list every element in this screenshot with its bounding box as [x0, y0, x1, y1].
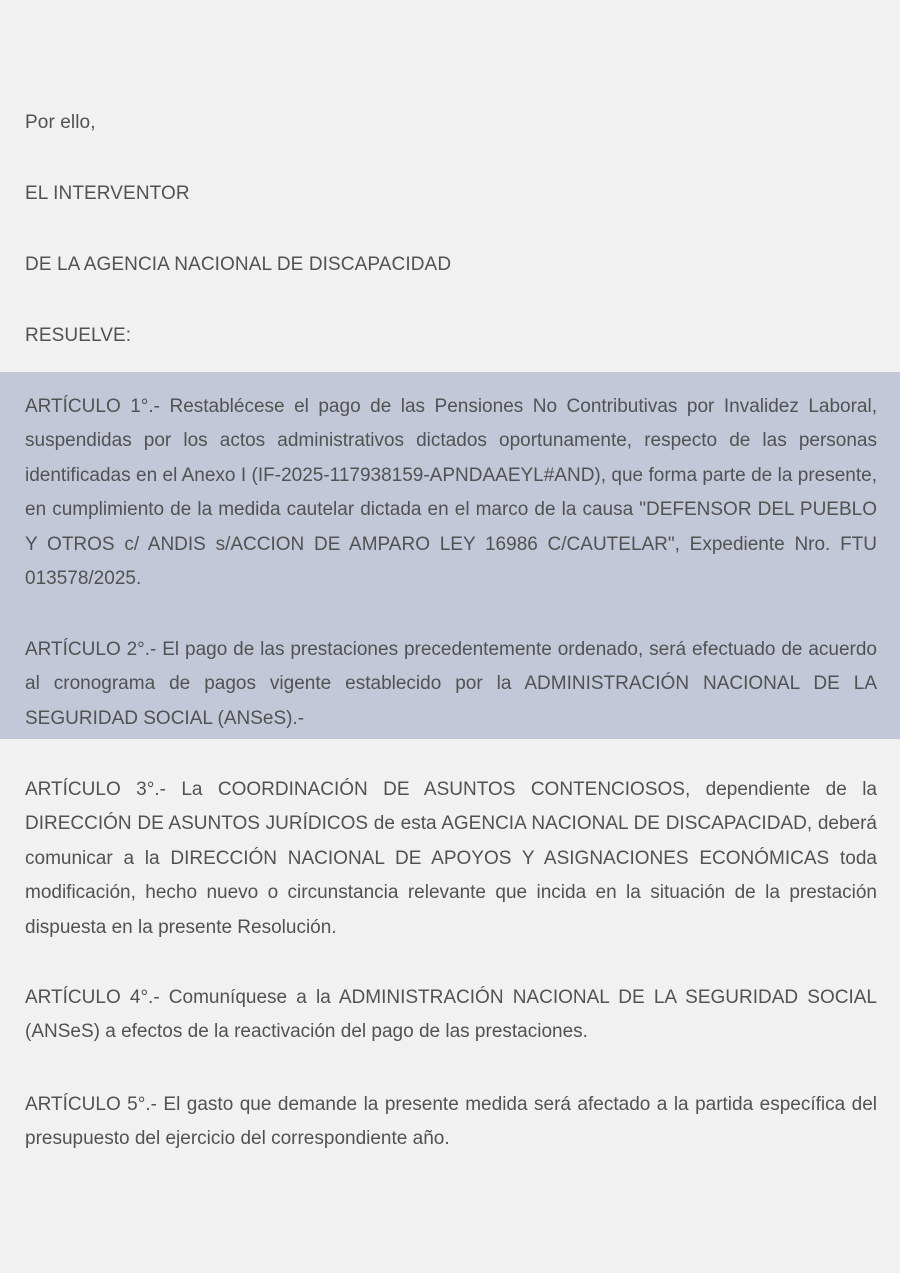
article-3: ARTÍCULO 3°.- La COORDINACIÓN DE ASUNTOS CONTENCIOSOS, dependiente de la DIRECCIÓN DE ASUNTOS JURÍDICOS de esta AGENCIA NACIONAL DE DISCAPACIDAD, deberá comunicar a la DIRECCIÓN NACIONAL DE APOYOS Y ASIGNACIONES ECONÓMICAS toda modificación, hecho nuevo o circunstancia relevante que incida en la situación de la prestación dispuesta en la presente Resolución. — [25, 779, 877, 938]
authority-agency: DE LA AGENCIA NACIONAL DE DISCAPACIDAD — [25, 254, 452, 275]
resuelve-heading: RESUELVE: — [25, 325, 132, 346]
article-5: ARTÍCULO 5°.- El gasto que demande la presente medida será afectado a la partida específica del presupuesto del ejercicio del correspondiente año. — [25, 1094, 877, 1150]
article-2: ARTÍCULO 2°.- El pago de las prestaciones precedentemente ordenado, será efectuado de acuerdo al cronograma de pagos vigente establecido por la ADMINISTRACIÓN NACIONAL DE LA SEGURIDAD SOCIAL (ANSeS).- — [25, 639, 877, 729]
authority-title: EL INTERVENTOR — [25, 183, 190, 204]
article-4: ARTÍCULO 4°.- Comuníquese a la ADMINISTRACIÓN NACIONAL DE LA SEGURIDAD SOCIAL (ANSeS) a efectos de la reactivación del pago de las prestaciones. — [25, 987, 877, 1043]
por-ello-text: Por ello, — [25, 112, 96, 133]
article-1: ARTÍCULO 1°.- Restablécese el pago de las Pensiones No Contributivas por Invalidez Laboral, suspendidas por los actos administrativos dictados oportunamente, respecto de las personas identificadas en el Anexo I (IF-2025-117938159-APNDAAEYL#AND), que forma parte de la presente, en cumplimiento de la medida cautelar dictada en el marco de la causa "DEFENSOR DEL PUEBLO Y OTROS c/ ANDIS s/ACCION DE AMPARO LEY 16986 C/CAUTELAR", Expediente Nro. FTU 013578/2025. — [25, 396, 877, 590]
